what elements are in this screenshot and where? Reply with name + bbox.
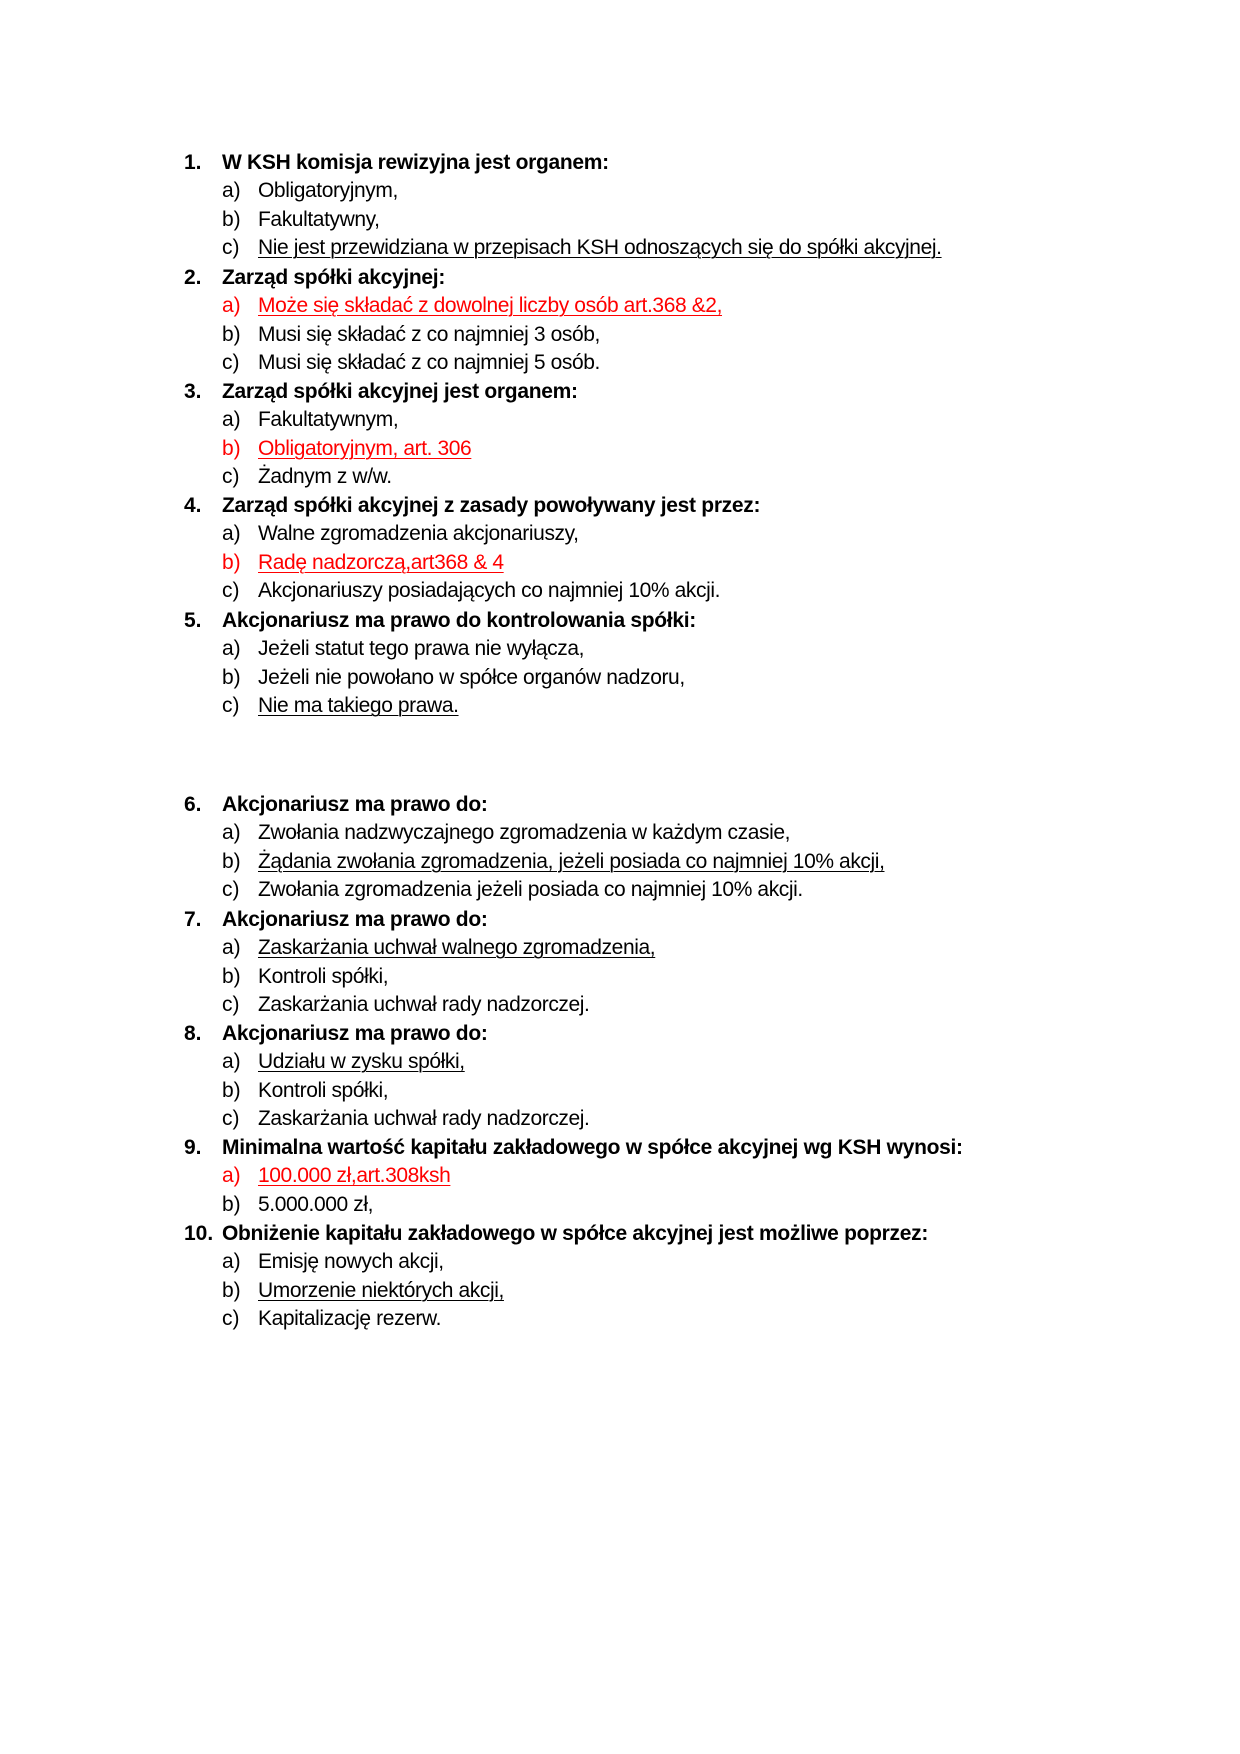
question-number: 5. <box>184 609 202 632</box>
answer-option-a <box>184 1162 1184 1191</box>
option-text: 5.000.000 zł, <box>258 1192 374 1216</box>
option-text: Musi się składać z co najmniej 3 osób, <box>258 322 600 346</box>
question-text: Zarząd spółki akcyjnej jest organem: <box>222 380 578 403</box>
option-text: Jeżeli statut tego prawa nie wyłącza, <box>258 637 585 660</box>
answer-option-c <box>184 876 1184 905</box>
question-heading <box>184 377 1184 406</box>
option-text: Walne zgromadzenia akcjonariuszy, <box>258 522 579 545</box>
answer-option-c <box>184 991 1184 1020</box>
question-2 <box>184 263 1184 378</box>
option-letter: b) <box>222 322 241 346</box>
option-letter: b) <box>222 207 241 231</box>
option-text: Emisję nowych akcji, <box>258 1250 444 1273</box>
option-letter: b) <box>222 665 241 689</box>
answer-option-c <box>184 577 1184 606</box>
answer-option-a <box>184 520 1184 549</box>
option-letter: c) <box>222 993 240 1017</box>
option-letter: c) <box>222 579 240 603</box>
option-text: Akcjonariuszy posiadających co najmniej 10% akcji. <box>258 579 721 603</box>
question-heading <box>184 263 1184 292</box>
question-text: Zarząd spółki akcyjnej z zasady powoływany jest przez: <box>222 494 761 517</box>
option-text: Fakultatywnym, <box>258 408 399 431</box>
option-letter: a) <box>222 936 241 959</box>
option-text: Musi się składać z co najmniej 5 osób. <box>258 351 600 375</box>
question-heading <box>184 790 1184 819</box>
option-letter: a) <box>222 522 241 545</box>
option-letter: c) <box>222 878 240 902</box>
question-10 <box>184 1219 1184 1334</box>
option-letter: b) <box>222 964 241 988</box>
option-text: Żądania zwołania zgromadzenia, jeżeli posiada co najmniej 10% akcji, <box>258 849 885 873</box>
question-heading <box>184 905 1184 934</box>
answer-option-b <box>184 664 1184 693</box>
option-letter: a) <box>222 637 241 660</box>
question-heading <box>184 606 1184 635</box>
option-text: Nie ma takiego prawa. <box>258 694 459 718</box>
option-text: Udziału w zysku spółki, <box>258 1050 465 1073</box>
question-text: W KSH komisja rewizyjna jest organem: <box>222 151 609 174</box>
answer-option-b <box>184 1077 1184 1106</box>
option-letter: c) <box>222 1307 240 1331</box>
question-1 <box>184 148 1184 263</box>
option-letter: a) <box>222 294 241 317</box>
question-heading <box>184 1219 1184 1248</box>
option-text: Kontroli spółki, <box>258 1078 389 1102</box>
answer-option-c <box>184 349 1184 378</box>
answer-option-a <box>184 177 1184 206</box>
option-text: Zaskarżania uchwał walnego zgromadzenia, <box>258 936 656 959</box>
question-9 <box>184 1133 1184 1219</box>
question-number: 8. <box>184 1022 202 1045</box>
question-8 <box>184 1019 1184 1134</box>
question-5 <box>184 606 1184 721</box>
option-text: Zwołania zgromadzenia jeżeli posiada co najmniej 10% akcji. <box>258 878 803 902</box>
option-letter: b) <box>222 849 241 873</box>
question-3 <box>184 377 1184 492</box>
answer-option-a <box>184 819 1184 848</box>
answer-option-a <box>184 406 1184 435</box>
answer-option-b <box>184 206 1184 235</box>
question-text: Zarząd spółki akcyjnej: <box>222 266 446 289</box>
question-number: 3. <box>184 380 202 403</box>
option-letter: c) <box>222 236 240 260</box>
question-number: 9. <box>184 1136 202 1159</box>
option-letter: a) <box>222 1250 241 1273</box>
answer-option-c <box>184 692 1184 721</box>
question-number: 4. <box>184 494 202 517</box>
answer-option-b <box>184 435 1184 464</box>
answer-option-b <box>184 848 1184 877</box>
question-number: 10. <box>184 1222 214 1245</box>
option-letter: b) <box>222 436 241 460</box>
option-text: Fakultatywny, <box>258 207 380 231</box>
question-7 <box>184 905 1184 1020</box>
question-4 <box>184 491 1184 606</box>
answer-option-a <box>184 934 1184 963</box>
answer-option-c <box>184 234 1184 263</box>
option-text: Umorzenie niektórych akcji, <box>258 1278 504 1302</box>
question-text: Minimalna wartość kapitału zakładowego w spółce akcyjnej wg KSH wynosi: <box>222 1136 963 1159</box>
answer-option-c <box>184 1105 1184 1134</box>
option-letter: c) <box>222 1107 240 1131</box>
question-number: 2. <box>184 266 202 289</box>
option-text: Obligatoryjnym, art. 306 <box>258 436 472 460</box>
answer-option-c <box>184 463 1184 492</box>
option-letter: c) <box>222 694 240 718</box>
option-letter: a) <box>222 179 241 202</box>
option-text: Kontroli spółki, <box>258 964 389 988</box>
question-heading <box>184 148 1184 177</box>
answer-option-a <box>184 635 1184 664</box>
question-heading <box>184 491 1184 520</box>
option-letter: b) <box>222 550 241 574</box>
option-text: Zaskarżania uchwał rady nadzorczej. <box>258 993 590 1017</box>
option-letter: a) <box>222 1050 241 1073</box>
option-text: Może się składać z dowolnej liczby osób art.368 &2, <box>258 294 723 317</box>
question-number: 7. <box>184 908 202 931</box>
answer-option-b <box>184 1277 1184 1306</box>
option-letter: b) <box>222 1278 241 1302</box>
option-letter: a) <box>222 1164 241 1187</box>
question-text: Akcjonariusz ma prawo do kontrolowania spółki: <box>222 609 696 632</box>
question-heading <box>184 1019 1184 1048</box>
answer-option-b <box>184 549 1184 578</box>
answer-option-a <box>184 1248 1184 1277</box>
question-text: Akcjonariusz ma prawo do: <box>222 793 488 816</box>
answer-option-b <box>184 1191 1184 1220</box>
option-text: Radę nadzorczą,art368 & 4 <box>258 550 504 574</box>
option-text: Nie jest przewidziana w przepisach KSH odnoszących się do spółki akcyjnej. <box>258 236 942 260</box>
question-text: Obniżenie kapitału zakładowego w spółce akcyjnej jest możliwe poprzez: <box>222 1222 929 1245</box>
option-text: 100.000 zł,art.308ksh <box>258 1164 451 1187</box>
answer-option-b <box>184 963 1184 992</box>
answer-option-a <box>184 1048 1184 1077</box>
option-text: Zaskarżania uchwał rady nadzorczej. <box>258 1107 590 1131</box>
question-heading <box>184 1133 1184 1162</box>
option-text: Kapitalizację rezerw. <box>258 1307 442 1331</box>
option-text: Żadnym z w/w. <box>258 465 392 489</box>
option-letter: a) <box>222 408 241 431</box>
question-text: Akcjonariusz ma prawo do: <box>222 908 488 931</box>
answer-option-b <box>184 321 1184 350</box>
answer-option-c <box>184 1305 1184 1334</box>
question-text: Akcjonariusz ma prawo do: <box>222 1022 488 1045</box>
question-number: 6. <box>184 793 202 816</box>
option-letter: b) <box>222 1078 241 1102</box>
option-text: Jeżeli nie powołano w spółce organów nadzoru, <box>258 665 685 689</box>
option-letter: c) <box>222 465 240 489</box>
question-number: 1. <box>184 151 202 174</box>
option-text: Zwołania nadzwyczajnego zgromadzenia w każdym czasie, <box>258 821 791 844</box>
option-text: Obligatoryjnym, <box>258 179 398 202</box>
question-6 <box>184 790 1184 905</box>
option-letter: a) <box>222 821 241 844</box>
answer-option-a <box>184 292 1184 321</box>
option-letter: b) <box>222 1192 241 1216</box>
option-letter: c) <box>222 351 240 375</box>
